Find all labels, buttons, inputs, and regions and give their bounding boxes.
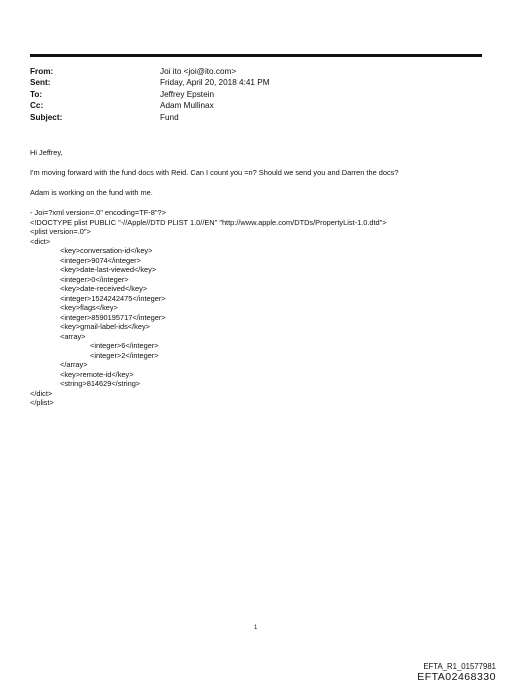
code-line: <integer>9074</integer> — [60, 255, 141, 265]
code-line: <key>date-last-viewed</key> — [60, 265, 157, 274]
code-line: <plist version=.0"> — [30, 227, 91, 236]
header-sent — [30, 77, 270, 88]
subject-value: Fund — [160, 112, 179, 122]
code-line: <integer>0</integer> — [60, 274, 129, 284]
subject-label: Subject: — [30, 112, 63, 122]
cc-label: Cc: — [30, 101, 44, 111]
from-value: Joi ito <joi@ito.com> — [160, 67, 237, 76]
code-line: <key>flags</key> — [60, 303, 118, 312]
sent-label: Sent: — [30, 78, 51, 88]
code-line: <integer>2</integer> — [90, 350, 159, 360]
code-line: - Joi=?xml version=.0" encoding=TF-8"?> — [30, 208, 166, 217]
code-line: <dict> — [30, 236, 51, 246]
page-number: 1 — [254, 625, 258, 631]
code-line: <key>remote-id</key> — [60, 369, 134, 379]
email-header — [30, 66, 270, 123]
header-cc — [30, 100, 270, 111]
code-line: <!DOCTYPE plist PUBLIC "-//Apple//DTD PLIST 1.0//EN" "http://www.apple.com/DTDs/PropertyList-1.0.dtd"> — [30, 217, 387, 227]
code-line: <integer>6</integer> — [90, 341, 159, 350]
code-line: <key>conversation-id</key> — [60, 246, 153, 255]
code-line: <string>814629</string> — [60, 379, 141, 388]
header-to — [30, 89, 270, 100]
plist-code-block — [30, 208, 490, 408]
email-body — [30, 148, 490, 408]
code-line: <integer>1524242475</integer> — [60, 293, 166, 303]
code-line: <key>gmail-label-ids</key> — [60, 322, 150, 331]
header-subject — [30, 112, 270, 123]
from-label: From: — [30, 67, 54, 76]
document-id-1: EFTA_R1_01577981 — [423, 662, 496, 671]
greeting: Hi Jeffrey, — [30, 148, 63, 157]
code-line: </plist> — [30, 398, 54, 407]
cc-value: Adam Mullinax — [160, 101, 214, 111]
code-line: <array> — [60, 331, 86, 341]
header-divider — [30, 54, 482, 57]
document-id-2: EFTA02468330 — [417, 671, 496, 683]
code-line: </dict> — [30, 388, 53, 398]
sent-value: Friday, April 20, 2018 4:41 PM — [160, 78, 270, 88]
to-label: To: — [30, 89, 43, 99]
code-line: <key>date-received</key> — [60, 284, 148, 293]
header-from — [30, 66, 270, 77]
body-paragraph: I'm moving forward with the fund docs with Reid. Can I count you =n? Should we send you and Darren the docs? — [30, 168, 399, 177]
to-value: Jeffrey Epstein — [160, 89, 215, 99]
code-line: </array> — [60, 360, 88, 369]
body-paragraph: Adam is working on the fund with me. — [30, 188, 153, 197]
code-line: <integer>8590195717</integer> — [60, 312, 166, 322]
